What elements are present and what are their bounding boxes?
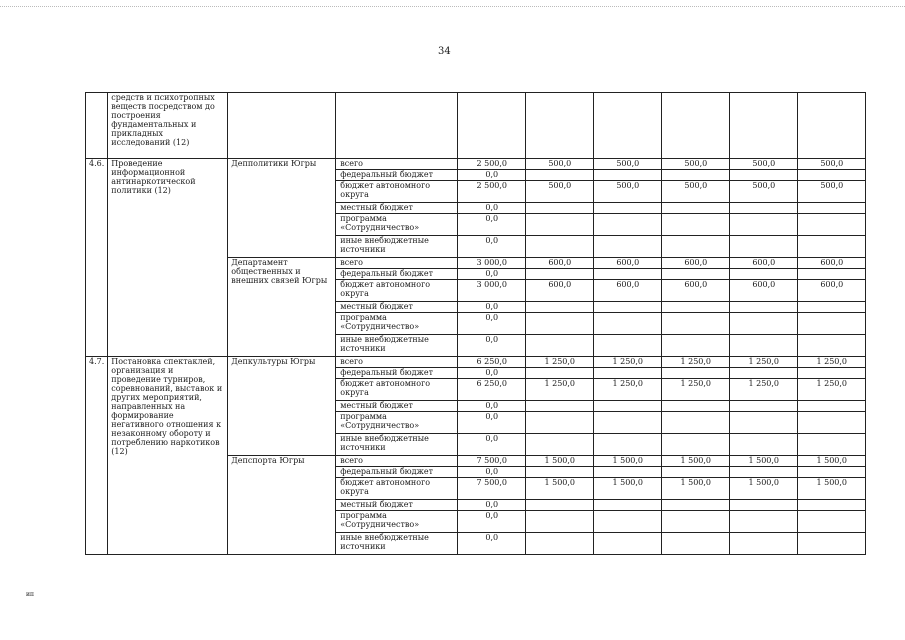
amount-cell [798,335,866,357]
amount-cell [798,500,866,511]
item-number-cell: 4.7. [86,357,108,555]
amount-cell [730,401,798,412]
amount-cell: 1 250,0 [594,379,662,401]
funding-source-cell: всего [336,159,458,170]
funding-source-cell: программа «Сотрудничество» [336,313,458,335]
amount-cell [662,236,730,258]
amount-cell [594,467,662,478]
amount-cell: 0,0 [458,533,526,555]
amount-cell: 600,0 [730,258,798,269]
amount-cell [526,170,594,181]
amount-cell [594,401,662,412]
amount-cell [662,203,730,214]
item-name-cell: Постановка спектаклей, организация и проведение турниров, соревнований, выставок и других мероприятий, направленных на формирование негативного отношения к незаконному обороту и потреблению наркотиков (12) [108,357,228,555]
amount-cell [526,533,594,555]
amount-cell: 0,0 [458,214,526,236]
amount-cell: 0,0 [458,401,526,412]
amount-cell: 0,0 [458,269,526,280]
amount-cell: 600,0 [798,258,866,269]
amount-cell [730,500,798,511]
table-row [86,159,866,170]
amount-cell [594,203,662,214]
amount-cell: 500,0 [798,181,866,203]
amount-cell: 0,0 [458,368,526,379]
page-number: 34 [438,46,451,57]
funding-source-cell: программа «Сотрудничество» [336,214,458,236]
continued-num-cell [86,93,108,159]
amount-cell: 0,0 [458,467,526,478]
amount-cell [798,269,866,280]
amount-cell: 0,0 [458,335,526,357]
amount-cell [798,170,866,181]
continued-executor-cell [228,93,336,159]
amount-cell: 600,0 [662,258,730,269]
amount-cell [594,214,662,236]
amount-cell [526,401,594,412]
amount-cell [594,335,662,357]
amount-cell [798,511,866,533]
amount-cell: 500,0 [594,181,662,203]
amount-cell [730,511,798,533]
amount-cell [526,500,594,511]
amount-cell: 600,0 [526,258,594,269]
amount-cell [798,434,866,456]
amount-cell [526,302,594,313]
amount-cell: 1 500,0 [594,456,662,467]
amount-cell [526,269,594,280]
amount-cell [662,467,730,478]
amount-cell: 500,0 [526,159,594,170]
amount-cell [730,434,798,456]
funding-source-cell: всего [336,258,458,269]
amount-cell: 0,0 [458,203,526,214]
item-name-cell: Проведение информационной антинаркотической политики (12) [108,159,228,357]
amount-cell: 7 500,0 [458,456,526,467]
amount-cell: 500,0 [662,159,730,170]
funding-source-cell: бюджет автономного округа [336,379,458,401]
amount-cell: 1 500,0 [526,456,594,467]
amount-cell: 1 250,0 [594,357,662,368]
amount-cell: 600,0 [798,280,866,302]
funding-source-cell: программа «Сотрудничество» [336,511,458,533]
amount-cell [526,313,594,335]
amount-cell [662,412,730,434]
amount-cell: 500,0 [730,159,798,170]
amount-cell: 500,0 [730,181,798,203]
amount-cell [526,203,594,214]
amount-cell [798,368,866,379]
amount-cell: 500,0 [798,159,866,170]
amount-cell [730,467,798,478]
amount-cell [526,511,594,533]
funding-source-cell: местный бюджет [336,203,458,214]
amount-cell [662,170,730,181]
funding-source-cell: федеральный бюджет [336,170,458,181]
continued-name-cell: средств и психотропных веществ посредством до построения фундаментальных и прикладных исследований (12) [108,93,228,159]
amount-cell [662,511,730,533]
amount-cell: 600,0 [730,280,798,302]
amount-cell: 3 000,0 [458,258,526,269]
amount-cell: 1 500,0 [662,478,730,500]
amount-cell [594,236,662,258]
amount-cell [730,203,798,214]
amount-cell [730,533,798,555]
scan-top-edge [0,6,905,8]
amount-cell [798,412,866,434]
amount-cell: 1 250,0 [798,357,866,368]
amount-cell [594,412,662,434]
amount-cell: 1 500,0 [594,478,662,500]
amount-cell: 1 250,0 [730,357,798,368]
amount-cell: 1 500,0 [526,478,594,500]
amount-cell [594,269,662,280]
amount-cell [526,434,594,456]
amount-cell: 600,0 [594,280,662,302]
amount-cell [526,368,594,379]
amount-cell [730,368,798,379]
funding-source-cell: местный бюджет [336,401,458,412]
amount-cell: 600,0 [594,258,662,269]
funding-source-cell: федеральный бюджет [336,269,458,280]
amount-cell [662,214,730,236]
funding-source-cell: бюджет автономного округа [336,181,458,203]
amount-cell: 500,0 [594,159,662,170]
amount-cell [594,313,662,335]
funding-source-cell: федеральный бюджет [336,467,458,478]
amount-cell: 1 250,0 [798,379,866,401]
amount-cell [730,214,798,236]
funding-source-cell: всего [336,357,458,368]
funding-source-cell: иные внебюджетные источники [336,335,458,357]
amount-cell [798,533,866,555]
table-row [86,357,866,368]
amount-cell [526,236,594,258]
budget-table [85,92,866,555]
amount-cell: 1 500,0 [662,456,730,467]
amount-cell: 1 500,0 [730,456,798,467]
amount-cell: 0,0 [458,236,526,258]
amount-cell [526,335,594,357]
amount-cell: 1 250,0 [526,379,594,401]
amount-cell: 6 250,0 [458,357,526,368]
funding-source-cell: иные внебюджетные источники [336,434,458,456]
amount-cell: 1 250,0 [662,357,730,368]
amount-cell: 1 500,0 [730,478,798,500]
amount-cell: 1 250,0 [662,379,730,401]
amount-cell: 3 000,0 [458,280,526,302]
executor-cell: Депкультуры Югры [228,357,336,456]
amount-cell [662,269,730,280]
amount-cell [594,434,662,456]
executor-cell: Депспорта Югры [228,456,336,555]
continued-row [86,93,866,159]
continued-label-cell [336,93,458,159]
amount-cell [730,170,798,181]
amount-cell [730,236,798,258]
amount-cell [594,368,662,379]
amount-cell [798,203,866,214]
amount-cell [662,302,730,313]
funding-source-cell: программа «Сотрудничество» [336,412,458,434]
amount-cell: 2 500,0 [458,181,526,203]
amount-cell: 600,0 [662,280,730,302]
funding-source-cell: бюджет автономного округа [336,478,458,500]
item-number-cell: 4.6. [86,159,108,357]
amount-cell [594,533,662,555]
amount-cell: 1 250,0 [730,379,798,401]
amount-cell: 500,0 [662,181,730,203]
amount-cell [730,412,798,434]
amount-cell [798,214,866,236]
amount-cell [594,500,662,511]
amount-cell: 0,0 [458,412,526,434]
amount-cell: 6 250,0 [458,379,526,401]
amount-cell [594,170,662,181]
amount-cell: 0,0 [458,302,526,313]
amount-cell [594,302,662,313]
funding-source-cell: иные внебюджетные источники [336,236,458,258]
amount-cell [798,302,866,313]
amount-cell [662,335,730,357]
amount-cell [730,313,798,335]
amount-cell [662,500,730,511]
amount-cell [662,533,730,555]
amount-cell [526,412,594,434]
funding-source-cell: местный бюджет [336,500,458,511]
amount-cell [662,368,730,379]
amount-cell: 0,0 [458,313,526,335]
funding-source-cell: местный бюджет [336,302,458,313]
amount-cell [594,511,662,533]
amount-cell: 0,0 [458,500,526,511]
executor-cell: Депполитики Югры [228,159,336,258]
amount-cell [526,467,594,478]
amount-cell: 0,0 [458,511,526,533]
amount-cell [526,214,594,236]
amount-cell [798,401,866,412]
amount-cell: 1 500,0 [798,456,866,467]
amount-cell [798,467,866,478]
amount-cell: 1 250,0 [526,357,594,368]
funding-source-cell: иные внебюджетные источники [336,533,458,555]
amount-cell [730,302,798,313]
amount-cell [798,236,866,258]
amount-cell [662,434,730,456]
footer-mark: ип [26,591,34,598]
amount-cell: 1 500,0 [798,478,866,500]
amount-cell [662,401,730,412]
amount-cell: 7 500,0 [458,478,526,500]
funding-source-cell: всего [336,456,458,467]
amount-cell: 0,0 [458,434,526,456]
amount-cell: 2 500,0 [458,159,526,170]
amount-cell [662,313,730,335]
funding-source-cell: бюджет автономного округа [336,280,458,302]
executor-cell: Департамент общественных и внешних связей Югры [228,258,336,357]
funding-source-cell: федеральный бюджет [336,368,458,379]
amount-cell: 600,0 [526,280,594,302]
amount-cell: 0,0 [458,170,526,181]
amount-cell [798,313,866,335]
amount-cell: 500,0 [526,181,594,203]
amount-cell [730,269,798,280]
amount-cell [730,335,798,357]
